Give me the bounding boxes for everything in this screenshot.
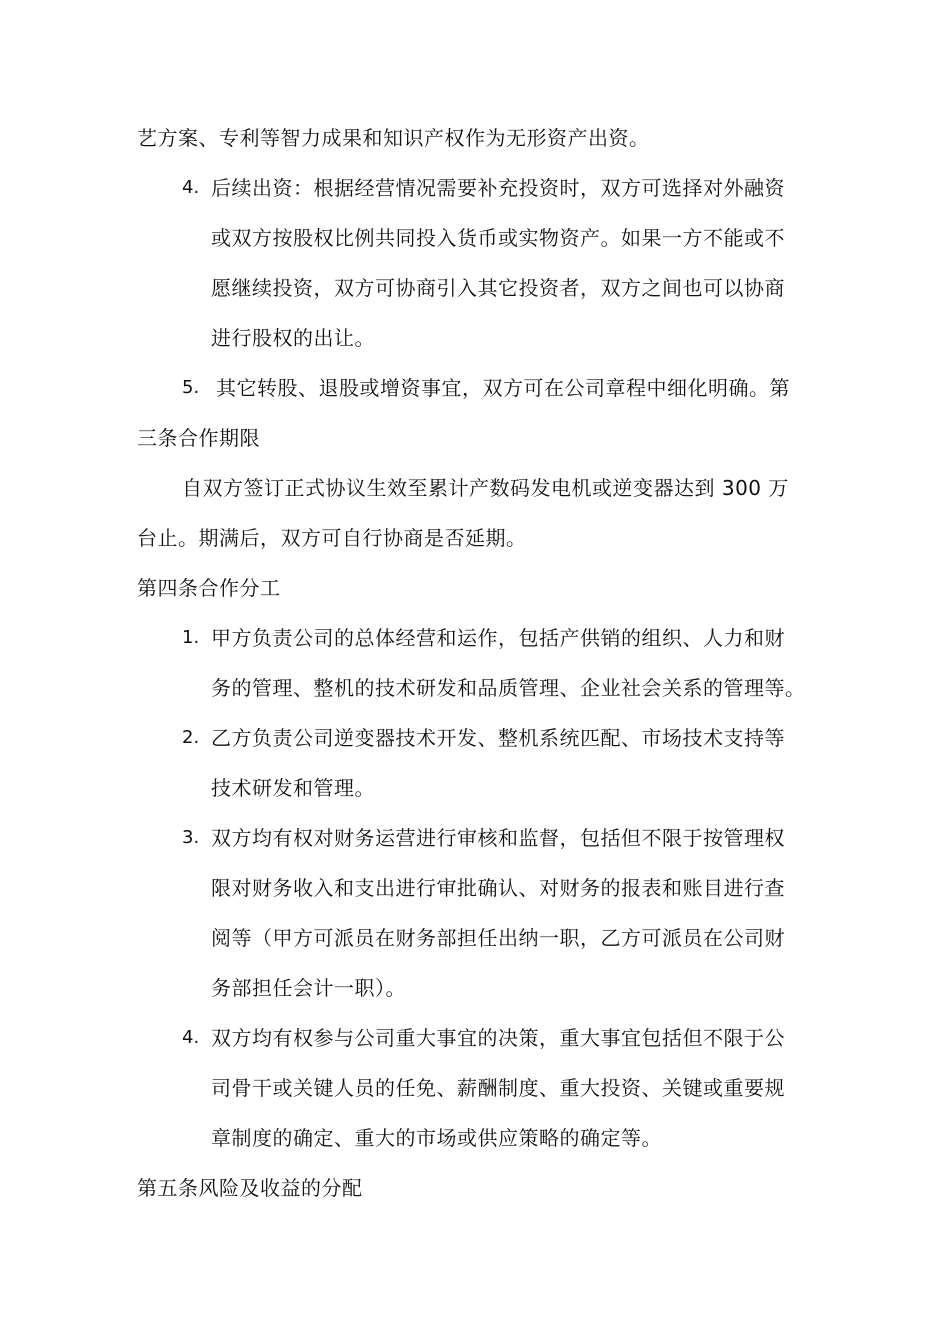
text-line: 务的管理、整机的技术研发和品质管理、企业社会关系的管理等。 <box>211 676 806 700</box>
list-number: 4. <box>182 177 200 198</box>
list-number: 4. <box>182 1027 200 1048</box>
list-number: 5. <box>182 377 200 398</box>
text-line: 双方均有权对财务运营进行审核和监督，包括但不限于按管理权 <box>211 826 785 850</box>
text-line: 自双方签订正式协议生效至累计产数码发电机或逆变器达到 300 万 <box>182 476 789 500</box>
text-line: 司骨干或关键人员的任免、薪酬制度、重大投资、关键或重要规 <box>211 1076 785 1100</box>
list-number: 1. <box>182 627 200 648</box>
text-line: 甲方负责公司的总体经营和运作，包括产供销的组织、人力和财 <box>211 626 785 650</box>
section-heading: 第四条合作分工 <box>137 576 281 600</box>
text-line: 阅等（甲方可派员在财务部担任出纳一职，乙方可派员在公司财 <box>211 926 785 950</box>
text-line: 进行股权的出让。 <box>211 326 375 350</box>
text-line: 技术研发和管理。 <box>211 776 375 800</box>
section-heading: 第五条风险及收益的分配 <box>137 1176 363 1200</box>
text-line: 务部担任会计一职）。 <box>211 976 406 1000</box>
list-number: 2. <box>182 727 200 748</box>
text-line: 或双方按股权比例共同投入货币或实物资产。如果一方不能或不 <box>211 226 785 250</box>
text-line: 双方均有权参与公司重大事宜的决策，重大事宜包括但不限于公 <box>211 1026 785 1050</box>
text-line: 其它转股、退股或增资事宜，双方可在公司章程中细化明确。第 <box>216 376 790 400</box>
text-line: 后续出资：根据经营情况需要补充投资时，双方可选择对外融资 <box>211 176 785 200</box>
text-line: 限对财务收入和支出进行审批确认、对财务的报表和账目进行查 <box>211 876 785 900</box>
text-line: 愿继续投资，双方可协商引入其它投资者，双方之间也可以协商 <box>211 276 785 300</box>
text-line: 台止。期满后，双方可自行协商是否延期。 <box>137 526 527 550</box>
text-line: 乙方负责公司逆变器技术开发、整机系统匹配、市场技术支持等 <box>211 726 785 750</box>
list-number: 3. <box>182 827 200 848</box>
text-line: 艺方案、专利等智力成果和知识产权作为无形资产出资。 <box>137 126 650 150</box>
text-line: 章制度的确定、重大的市场或供应策略的确定等。 <box>211 1126 662 1150</box>
section-heading: 三条合作期限 <box>137 426 260 450</box>
